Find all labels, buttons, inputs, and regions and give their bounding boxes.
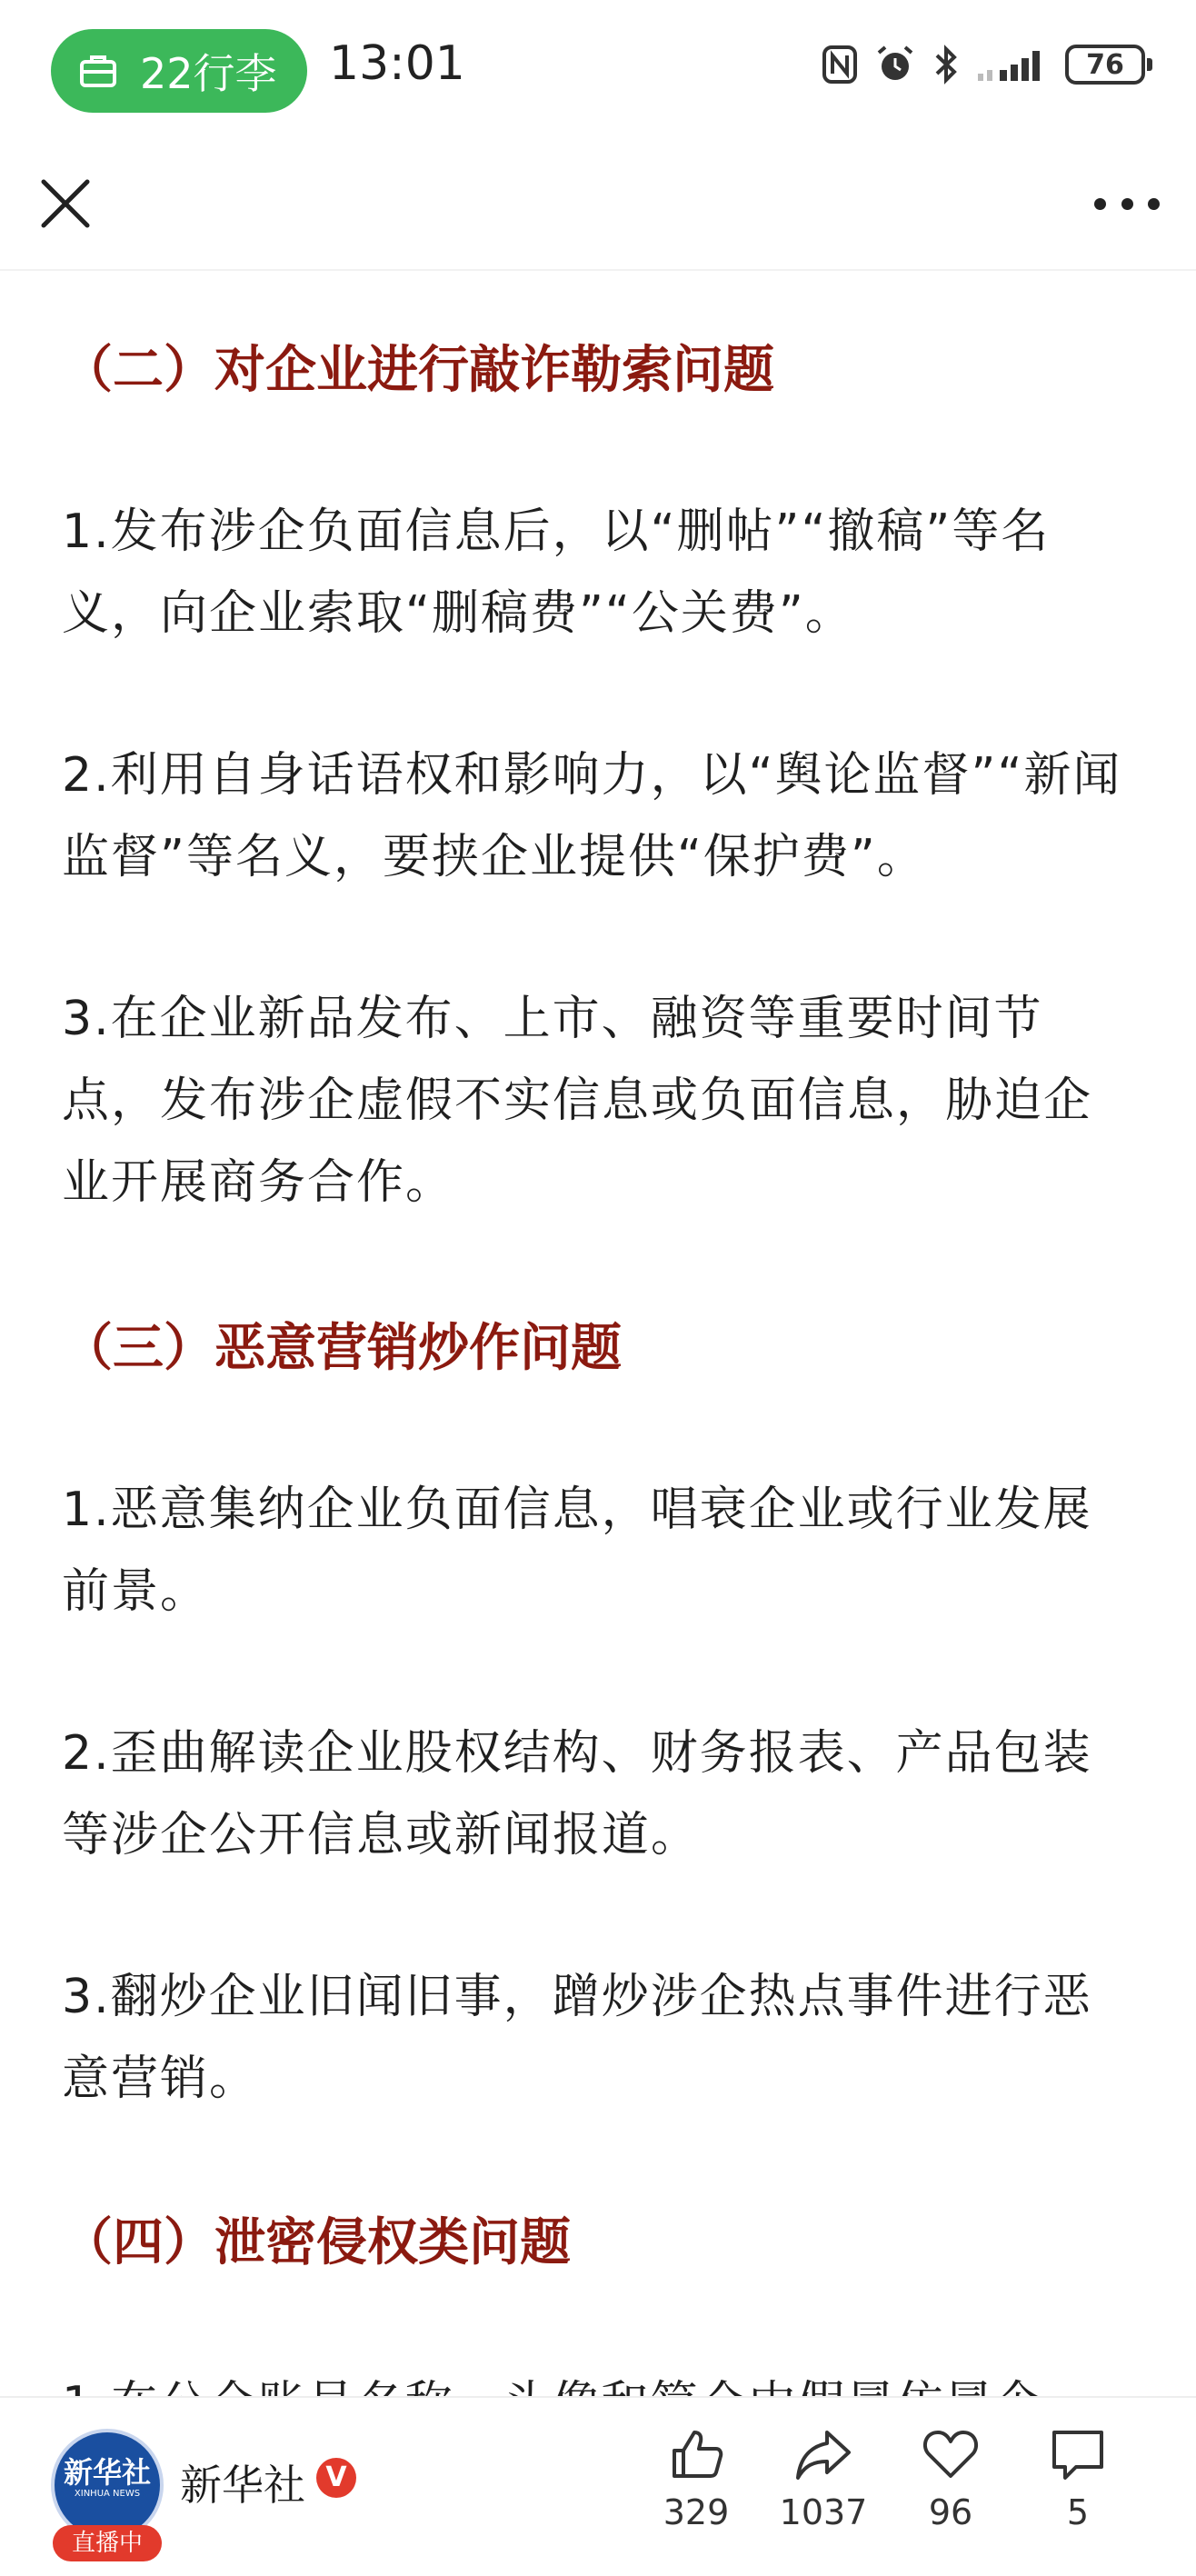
system-icons — [822, 44, 1145, 85]
avatar-logo-text: 新华社 — [63, 2455, 151, 2490]
section-heading-2: （二）对企业进行敲诈勒索问题 — [62, 341, 774, 400]
paragraph: 2.利用自身话语权和影响力，以“舆论监督”“新闻监督”等名义，要挟企业提供“保护费”。 — [62, 748, 1122, 884]
like-count: 329 — [663, 2492, 730, 2532]
live-badge[interactable]: 直播中 — [53, 2525, 162, 2561]
alarm-icon — [874, 44, 916, 85]
share-count: 1037 — [779, 2492, 868, 2532]
favorite-count: 96 — [928, 2492, 973, 2532]
share-button[interactable] — [769, 2425, 878, 2532]
share-icon — [794, 2425, 852, 2483]
pill-label: 22行李 — [140, 49, 277, 98]
signal-icon — [976, 46, 1049, 83]
comment-count: 5 — [1066, 2492, 1090, 2532]
paragraph: 3.翻炒企业旧闻旧事，蹭炒涉企热点事件进行恶意营销。 — [62, 1970, 1092, 2106]
bluetooth-icon — [932, 44, 960, 85]
avatar-logo-subtext: XINHUA NEWS — [74, 2489, 141, 2499]
luggage-icon — [76, 49, 120, 93]
favorite-button[interactable] — [896, 2425, 1005, 2532]
paragraph: 1.恶意集纳企业负面信息，唱衰企业或行业发展前景。 — [62, 1483, 1092, 1619]
status-time: 13:01 — [329, 36, 465, 91]
thumbs-up-icon — [667, 2425, 725, 2483]
author-name[interactable]: 新华社 — [180, 2461, 305, 2510]
close-icon[interactable] — [33, 171, 98, 236]
comment-button[interactable] — [1023, 2425, 1132, 2532]
heart-icon — [922, 2425, 980, 2483]
nfc-icon — [822, 45, 858, 85]
like-button[interactable] — [642, 2425, 751, 2532]
battery-indicator: 76 — [1065, 45, 1145, 85]
comment-icon — [1049, 2425, 1107, 2483]
bottom-action-bar — [0, 2396, 1196, 2576]
verified-badge: V — [316, 2458, 356, 2498]
status-bar — [0, 0, 1196, 145]
top-nav-bar — [0, 145, 1196, 271]
section-heading-3: （三）恶意营销炒作问题 — [62, 1319, 622, 1378]
paragraph: 2.歪曲解读企业股权结构、财务报表、产品包装等涉企公开信息或新闻报道。 — [62, 1726, 1092, 1862]
section-heading-4: （四）泄密侵权类问题 — [62, 2213, 571, 2272]
travel-status-pill[interactable] — [51, 29, 307, 113]
more-options-icon[interactable] — [1094, 176, 1160, 231]
paragraph: 1.发布涉企负面信息后，以“删帖”“撤稿”等名义，向企业索取“删稿费”“公关费”。 — [62, 504, 1051, 641]
paragraph: 3.在企业新品发布、上市、融资等重要时间节点，发布涉企虚假不实信息或负面信息，胁迫企业开展商务合作。 — [62, 992, 1093, 1210]
